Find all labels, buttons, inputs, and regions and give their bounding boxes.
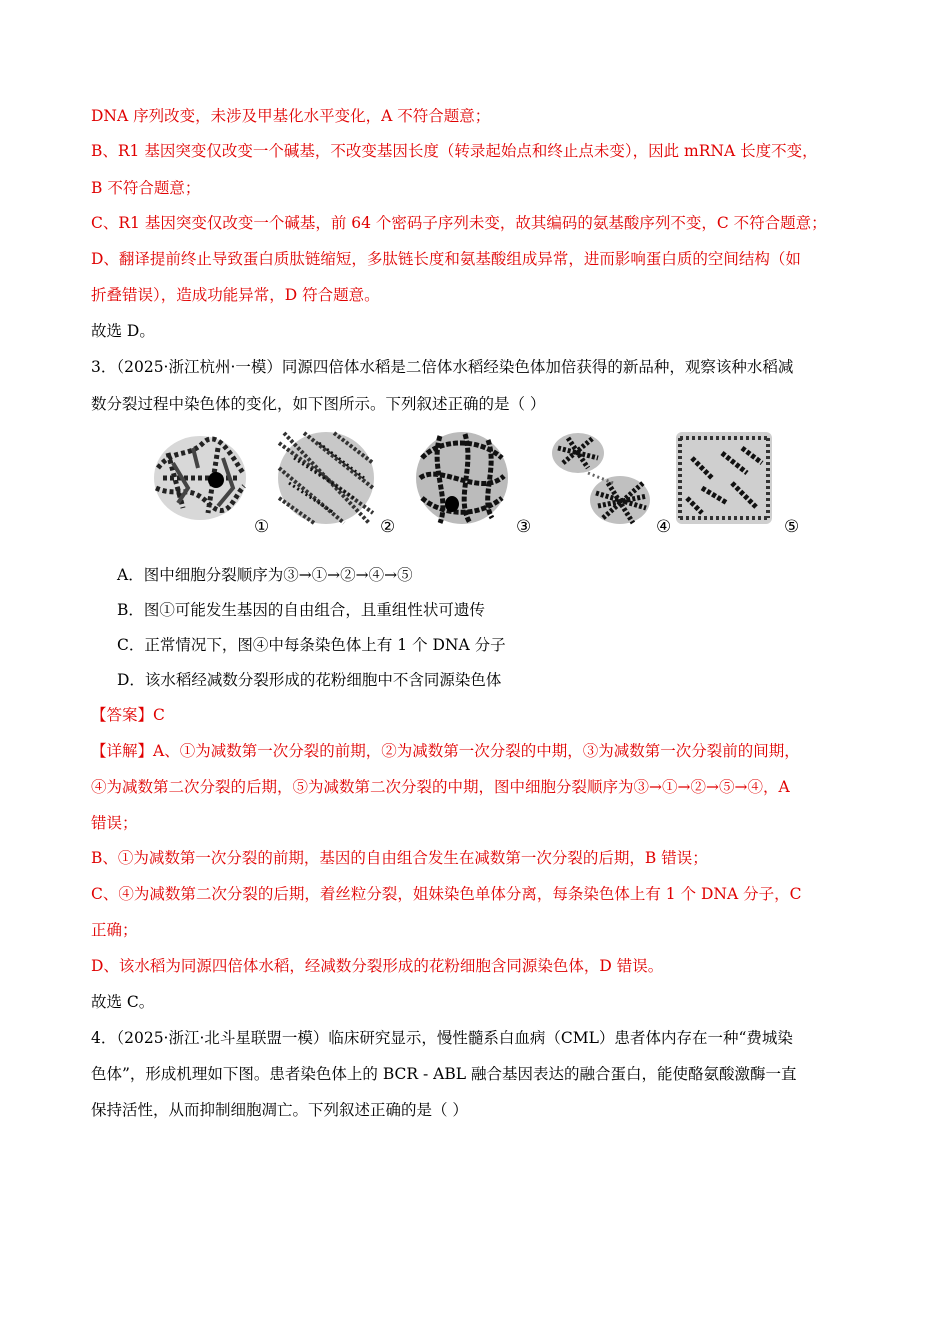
figure-label-2: ② xyxy=(380,517,396,537)
prev-answer-line-1: DNA 序列改变，未涉及甲基化水平变化，A 不符合题意； xyxy=(91,107,491,125)
q4-stem-line-1: 4．（2025·浙江·北斗星联盟一模）临床研究显示，慢性髓系白血病（CML）患者体内存在一种“费城染 xyxy=(91,1029,793,1047)
q4-stem-line-2: 色体”，形成机理如下图。患者染色体上的 BCR - ABL 融合基因表达的融合蛋白，能使酪氨酸激酶一直 xyxy=(91,1065,797,1083)
micrograph-cell-5 xyxy=(672,428,776,528)
prev-answer-line-4: C、R1 基因突变仅改变一个碱基，前 64 个密码子序列未变，故其编码的氨基酸序列不变，C 不符合题意； xyxy=(91,214,827,232)
q3-option-b: B．图①可能发生基因的自由组合，且重组性状可遗传 xyxy=(117,601,485,619)
q3-option-d: D．该水稻经减数分裂形成的花粉细胞中不含同源染色体 xyxy=(117,671,502,689)
micrograph-cell-2 xyxy=(274,428,378,528)
prev-answer-conclusion: 故选 D。 xyxy=(91,322,155,340)
figure-label-3: ③ xyxy=(516,517,532,537)
micrograph-cell-3 xyxy=(410,428,514,528)
prev-answer-line-5: D、翻译提前终止导致蛋白质肽链缩短，多肽链长度和氨基酸组成异常，进而影响蛋白质的空间结构（如 xyxy=(91,250,801,268)
micrograph-cell-4 xyxy=(548,428,652,528)
figure-label-4: ④ xyxy=(656,517,672,537)
prev-answer-line-6: 折叠错误），造成功能异常，D 符合题意。 xyxy=(91,286,380,304)
q3-option-a: A．图中细胞分裂顺序为③→①→②→④→⑤ xyxy=(117,566,413,584)
q3-detail-line-3: 错误； xyxy=(91,814,138,832)
prev-answer-line-3: B 不符合题意； xyxy=(91,179,201,197)
q3-detail-line-6: 正确； xyxy=(91,921,138,939)
prev-answer-line-2: B、R1 基因突变仅改变一个碱基，不改变基因长度（转录起始点和终止点未变），因此 mRNA 长度不变， xyxy=(91,142,818,160)
q4-stem-line-3: 保持活性，从而抑制细胞凋亡。下列叙述正确的是（ ） xyxy=(91,1101,468,1119)
q3-conclusion: 故选 C。 xyxy=(91,993,155,1011)
q3-option-c: C．正常情况下，图④中每条染色体上有 1 个 DNA 分子 xyxy=(117,636,506,654)
figure-label-5: ⑤ xyxy=(784,517,800,537)
q3-detail-line-4: B、①为减数第一次分裂的前期，基因的自由组合发生在减数第一次分裂的后期，B 错误； xyxy=(91,849,708,867)
q3-detail-line-1: 【详解】A、①为减数第一次分裂的前期，②为减数第一次分裂的中期，③为减数第一次分裂前的间期， xyxy=(91,742,800,760)
q3-stem-line-2: 数分裂过程中染色体的变化，如下图所示。下列叙述正确的是（ ） xyxy=(91,395,546,413)
figure-label-1: ① xyxy=(254,517,270,537)
q3-detail-line-2: ④为减数第二次分裂的后期，⑤为减数第二次分裂的中期，图中细胞分裂顺序为③→①→②→⑤→④，A xyxy=(91,778,790,796)
q3-detail-line-7: D、该水稻为同源四倍体水稻，经减数分裂形成的花粉细胞含同源染色体，D 错误。 xyxy=(91,957,664,975)
q3-answer: 【答案】C xyxy=(91,706,165,724)
micrograph-cell-1 xyxy=(148,428,252,528)
q3-detail-line-5: C、④为减数第二次分裂的后期，着丝粒分裂，姐妹染色单体分离，每条染色体上有 1 个 DNA 分子，C xyxy=(91,885,802,903)
q3-micrograph-figure xyxy=(148,428,808,540)
q3-stem-line-1: 3．（2025·浙江杭州·一模）同源四倍体水稻是二倍体水稻经染色体加倍获得的新品种，观察该种水稻减 xyxy=(91,358,794,376)
